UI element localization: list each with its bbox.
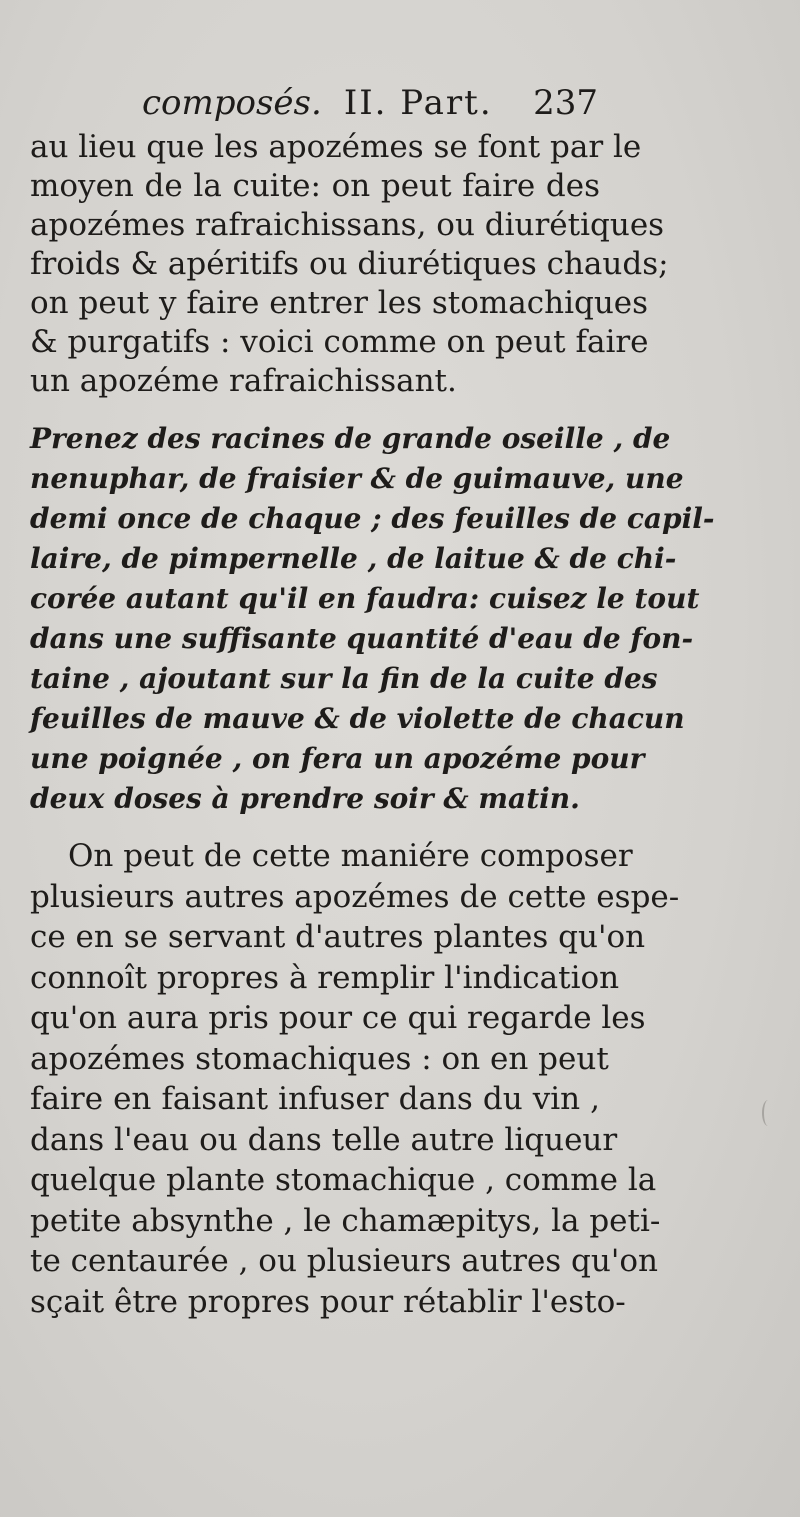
- text-line: froids & apéritifs ou diurétiques chauds;: [30, 246, 669, 282]
- text-line: apozémes rafraichissans, ou diurétiques: [30, 207, 665, 243]
- running-title: composés.: [142, 83, 322, 123]
- text-line: connoît propres à remplir l'indication: [30, 959, 620, 996]
- text-line: petite absynthe , le chamæpitys, la peti-: [30, 1202, 661, 1239]
- text-line: au lieu que les apozémes se font par le: [30, 129, 642, 165]
- part-label: II. Part.: [343, 83, 493, 123]
- text-line: Prenez des racines de grande oseille , de: [30, 422, 671, 455]
- text-line: deux doses à prendre soir & matin.: [30, 782, 580, 815]
- margin-smudge: [762, 1100, 774, 1126]
- paragraph-recipe: [30, 419, 715, 819]
- text-line: laire, de pimpernelle , de laitue & de chi-: [30, 542, 677, 575]
- text-line: apozémes stomachiques : on en peut: [30, 1040, 609, 1077]
- text-line: quelque plante stomachique , comme la: [30, 1162, 657, 1198]
- text-line: On peut de cette maniére composer: [68, 838, 633, 874]
- text-line: ce en se servant d'autres plantes qu'on: [30, 919, 646, 955]
- running-header: [142, 78, 612, 128]
- text-line: faire en faisant infuser dans du vin ,: [30, 1081, 600, 1117]
- paragraph-continuation: [30, 836, 680, 1322]
- text-line: un apozéme rafraichissant.: [30, 363, 457, 399]
- text-line: moyen de la cuite: on peut faire des: [30, 168, 600, 204]
- text-line: demi once de chaque ; des feuilles de capil-: [30, 502, 715, 535]
- text-line: sçait être propres pour rétablir l'esto-: [30, 1283, 626, 1320]
- text-line: dans une suffisante quantité d'eau de fon-: [30, 622, 694, 655]
- text-line: corée autant qu'il en faudra: cuisez le tout: [30, 582, 700, 615]
- text-line: taine , ajoutant sur la fin de la cuite des: [30, 662, 658, 695]
- text-line: feuilles de mauve & de violette de chacun: [30, 702, 685, 735]
- text-line: nenuphar, de fraisier & de guimauve, une: [30, 462, 684, 495]
- text-line: plusieurs autres apozémes de cette espe-: [30, 878, 680, 915]
- text-line: on peut y faire entrer les stomachiques: [30, 285, 649, 321]
- text-line: te centaurée , ou plusieurs autres qu'on: [30, 1243, 659, 1279]
- text-line: dans l'eau ou dans telle autre liqueur: [30, 1121, 618, 1158]
- page-number: 237: [533, 83, 598, 123]
- text-line: une poignée , on fera un apozéme pour: [30, 742, 645, 775]
- text-line: qu'on aura pris pour ce qui regarde les: [30, 1000, 646, 1036]
- paragraph-intro: [30, 128, 669, 401]
- text-line: & purgatifs : voici comme on peut faire: [30, 324, 649, 360]
